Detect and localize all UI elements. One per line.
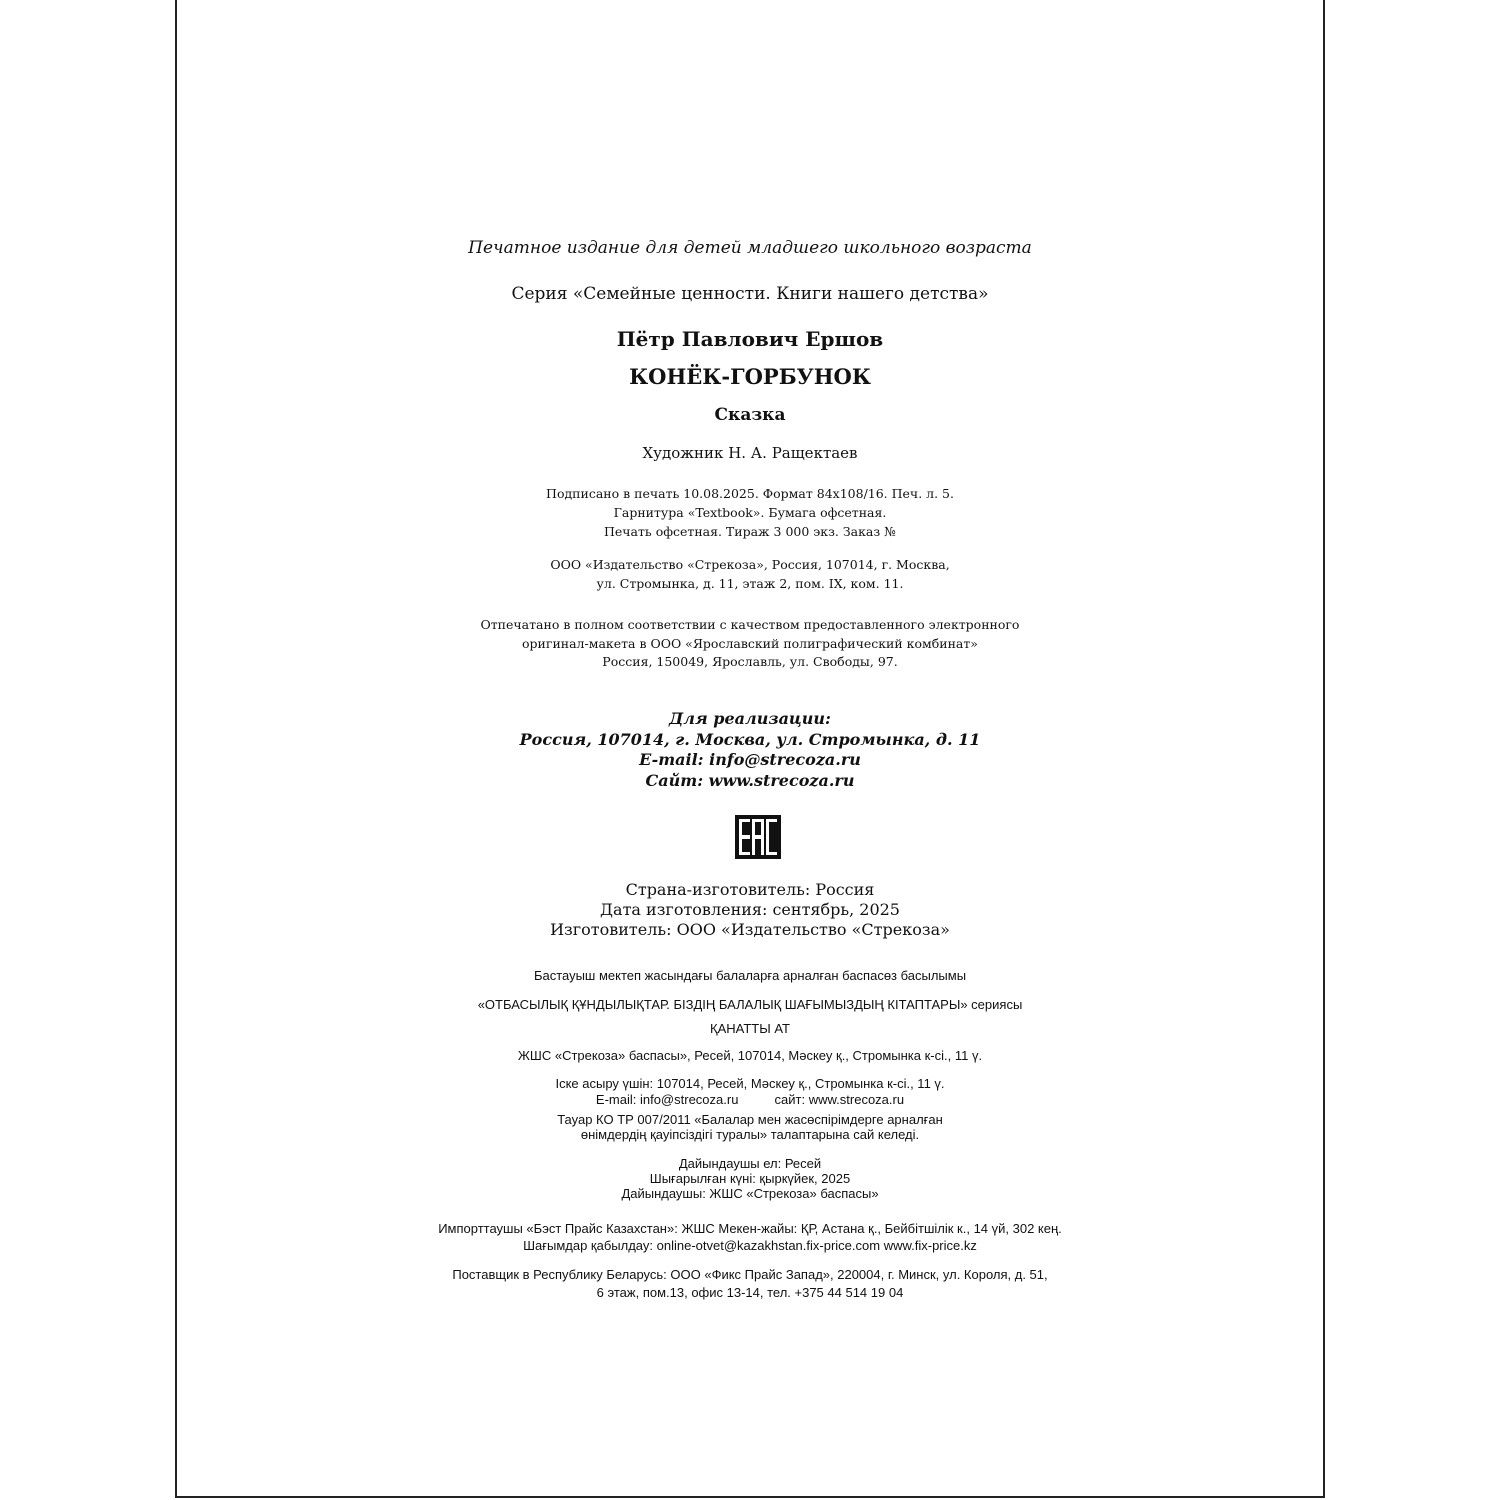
publisher-line: ул. Стромынка, д. 11, этаж 2, пом. IX, ком. 11.	[596, 576, 904, 591]
printer-line: Отпечатано в полном соответствии с качеством предоставленного электронного	[480, 617, 1020, 632]
genre: Сказка	[714, 405, 786, 425]
print-info-line: Гарнитура «Textbook». Бумага офсетная.	[613, 505, 887, 520]
manufacture-date: Дата изготовления: сентябрь, 2025	[600, 900, 900, 919]
kz-sales-contacts: E-mail: info@strecoza.ru сайт: www.strecoza.ru	[595, 1092, 905, 1107]
kz-compliance-line: өнімдердің қауіпсіздігі туралы» талаптарына сай келеді.	[580, 1127, 920, 1142]
sales-email: E-mail: info@strecoza.ru	[639, 750, 861, 769]
kz-audience-note: Бастауыш мектеп жасындағы балаларға арналған баспасөз басылымы	[533, 968, 967, 983]
kz-compliance-line: Тауар КО ТР 007/2011 «Балалар мен жасөспірімдерге арналған	[557, 1112, 943, 1127]
audience-note: Печатное издание для детей младшего школьного возраста	[468, 238, 1032, 258]
kz-manufacture-country: Дайындаушы ел: Ресей	[678, 1156, 822, 1171]
book-title: КОНЁК-ГОРБУНОК	[629, 364, 871, 389]
illustrator: Художник Н. А. Ращектаев	[642, 444, 858, 462]
printer-line: оригинал-макета в ООО «Ярославский полиграфический комбинат»	[522, 636, 978, 651]
print-info-line: Печать офсетная. Тираж 3 000 экз. Заказ №	[603, 524, 896, 539]
kz-series-title: «ОТБАСЫЛЫҚ ҚҰНДЫЛЫҚТАР. БІЗДІҢ БАЛАЛЫҚ ШАҒЫМЫЗДЫҢ КІТАПТАРЫ» сериясы	[477, 997, 1023, 1012]
manufacturer: Изготовитель: ООО «Издательство «Стрекоза»	[550, 920, 950, 939]
publisher-line: ООО «Издательство «Стрекоза», Россия, 107014, г. Москва,	[550, 557, 950, 572]
series-title: Серия «Семейные ценности. Книги нашего детства»	[511, 284, 989, 304]
kz-manufacture-date: Шығарылған күні: қыркүйек, 2025	[649, 1171, 851, 1186]
manufacture-country: Страна-изготовитель: Россия	[625, 880, 875, 899]
kz-manufacturer: Дайындаушы: ЖШС «Стрекоза» баспасы»	[621, 1186, 879, 1201]
sales-website: Сайт: www.strecoza.ru	[645, 771, 855, 790]
eac-mark-icon	[735, 815, 781, 859]
sales-address: Россия, 107014, г. Москва, ул. Стромынка, д. 11	[519, 730, 981, 749]
by-supplier-line: 6 этаж, пом.13, офис 13-14, тел. +375 44 514 19 04	[596, 1285, 904, 1300]
kz-complaints-line: Шағымдар қабылдау: online-otvet@kazakhstan.fix-price.com www.fix-price.kz	[523, 1238, 977, 1253]
kz-importer-line: Импорттаушы «Бэст Прайс Казахстан»: ЖШС Мекен-жайы: ҚР, Астана қ., Бейбітшілік к., 14 үй, 302 кең.	[438, 1221, 1062, 1236]
kz-publisher: ЖШС «Стрекоза» баспасы», Ресей, 107014, Мәскеу қ., Стромынка к-сі., 11 ү.	[517, 1048, 983, 1063]
by-supplier-line: Поставщик в Республику Беларусь: ООО «Фикс Прайс Запад», 220004, г. Минск, ул. Короля, д. 51,	[452, 1267, 1048, 1282]
sales-heading: Для реализации:	[669, 709, 831, 728]
imprint-page	[175, 0, 1325, 1498]
kz-book-title: ҚАНАТТЫ АТ	[710, 1021, 790, 1036]
print-info-line: Подписано в печать 10.08.2025. Формат 84х108/16. Печ. л. 5.	[546, 486, 954, 501]
printer-line: Россия, 150049, Ярославль, ул. Свободы, 97.	[602, 654, 898, 669]
author-name: Пётр Павлович Ершов	[616, 327, 884, 351]
kz-sales-address: Іске асыру үшін: 107014, Ресей, Мәскеу қ., Стромынка к-сі., 11 ү.	[555, 1076, 945, 1091]
